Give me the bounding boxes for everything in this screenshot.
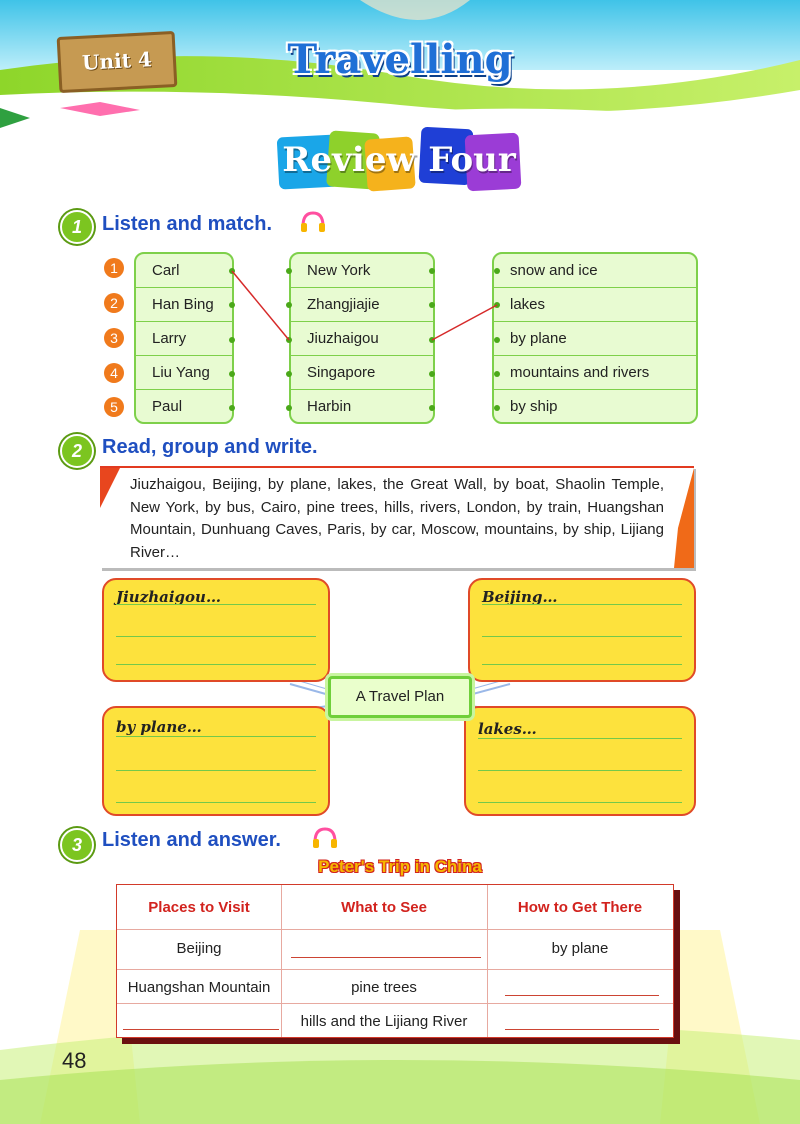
name-item[interactable]: Han Bing: [136, 288, 232, 322]
word-bank: [100, 466, 694, 568]
table-cell: pine trees: [351, 979, 417, 996]
table-header: Places to Visit: [148, 899, 250, 916]
unit-label: Unit 4: [81, 47, 153, 75]
word-bank-text: Jiuzhaigou, Beijing, by plane, lakes, the Great Wall, by boat, Shaolin Temple, New York, by bus, Cairo, pine trees, hills, rivers, London, by train, Huangshan Mountain, Dunhuang Caves, Paris, by car, Moscow, mountains, by ship, Lijiang River…: [130, 476, 664, 561]
feature-item[interactable]: by plane: [494, 322, 696, 356]
match-number: 2: [104, 293, 124, 313]
table-cell: Huangshan Mountain: [127, 979, 271, 996]
write-line: [478, 802, 682, 803]
place-item[interactable]: Singapore: [291, 356, 433, 390]
plan-label: lakes…: [478, 720, 537, 738]
place-item[interactable]: Harbin: [307, 398, 352, 415]
write-line: [116, 636, 316, 637]
table-cell: hills and the Lijiang River: [300, 1013, 468, 1030]
answer-blank[interactable]: [123, 1029, 279, 1030]
section-2-title: Read, group and write.: [102, 436, 318, 458]
plan-box-lakes[interactable]: [464, 706, 696, 816]
write-line: [482, 664, 682, 665]
answer-blank[interactable]: [291, 957, 481, 958]
match-number: 1: [104, 258, 124, 278]
match-number: 5: [104, 397, 124, 417]
write-line: [116, 736, 316, 737]
section-1-number: 1: [60, 210, 94, 244]
plan-label: by plane…: [116, 718, 202, 736]
name-item[interactable]: Carl: [136, 254, 232, 288]
word-bank-corner-left: [100, 468, 120, 568]
feature-item[interactable]: mountains and rivers: [494, 356, 696, 390]
write-line: [478, 738, 682, 739]
plan-box-by-plane[interactable]: [102, 706, 330, 816]
plan-box-beijing[interactable]: [468, 578, 696, 682]
feature-item[interactable]: by ship: [510, 398, 558, 415]
plan-box-jiuzhaigou[interactable]: [102, 578, 330, 682]
section-1-title: Listen and match.: [102, 213, 273, 235]
answer-blank[interactable]: [505, 1029, 659, 1030]
write-line: [116, 802, 316, 803]
page-title: Travelling: [287, 36, 513, 83]
travel-plan-center: A Travel Plan: [328, 676, 472, 718]
table-cell: Beijing: [176, 940, 222, 957]
plan-label: Jiuzhaigou…: [116, 588, 221, 606]
headphones-icon: [312, 826, 338, 850]
plan-label: Beijing…: [482, 588, 558, 606]
section-2-number: 2: [60, 434, 94, 468]
page-number: 48: [62, 1048, 87, 1073]
table-header: How to Get There: [517, 899, 643, 916]
four-word: Four: [428, 140, 516, 180]
feature-item[interactable]: snow and ice: [494, 254, 696, 288]
place-item[interactable]: Jiuzhaigou: [291, 322, 433, 356]
section-3-number: 3: [60, 828, 94, 862]
section-3-title: Listen and answer.: [102, 829, 281, 851]
feature-item[interactable]: lakes: [494, 288, 696, 322]
write-line: [482, 604, 682, 605]
place-item[interactable]: New York: [291, 254, 433, 288]
name-item[interactable]: Liu Yang: [136, 356, 232, 390]
write-line: [116, 604, 316, 605]
word-bank-corner-right: [674, 468, 694, 568]
write-line: [482, 636, 682, 637]
review-word: Review: [282, 140, 416, 180]
answer-blank[interactable]: [505, 995, 659, 996]
place-item[interactable]: Zhangjiajie: [291, 288, 433, 322]
table-cell: by plane: [551, 940, 609, 957]
trip-table: [116, 884, 674, 1038]
table-header: What to See: [341, 899, 427, 916]
name-item[interactable]: Larry: [136, 322, 232, 356]
match-number: 3: [104, 328, 124, 348]
table-title: Peter's Trip in China: [318, 857, 482, 876]
write-line: [478, 770, 682, 771]
write-line: [116, 770, 316, 771]
write-line: [116, 664, 316, 665]
match-lines: [0, 0, 800, 440]
name-item[interactable]: Paul: [152, 398, 183, 415]
match-number: 4: [104, 363, 124, 383]
